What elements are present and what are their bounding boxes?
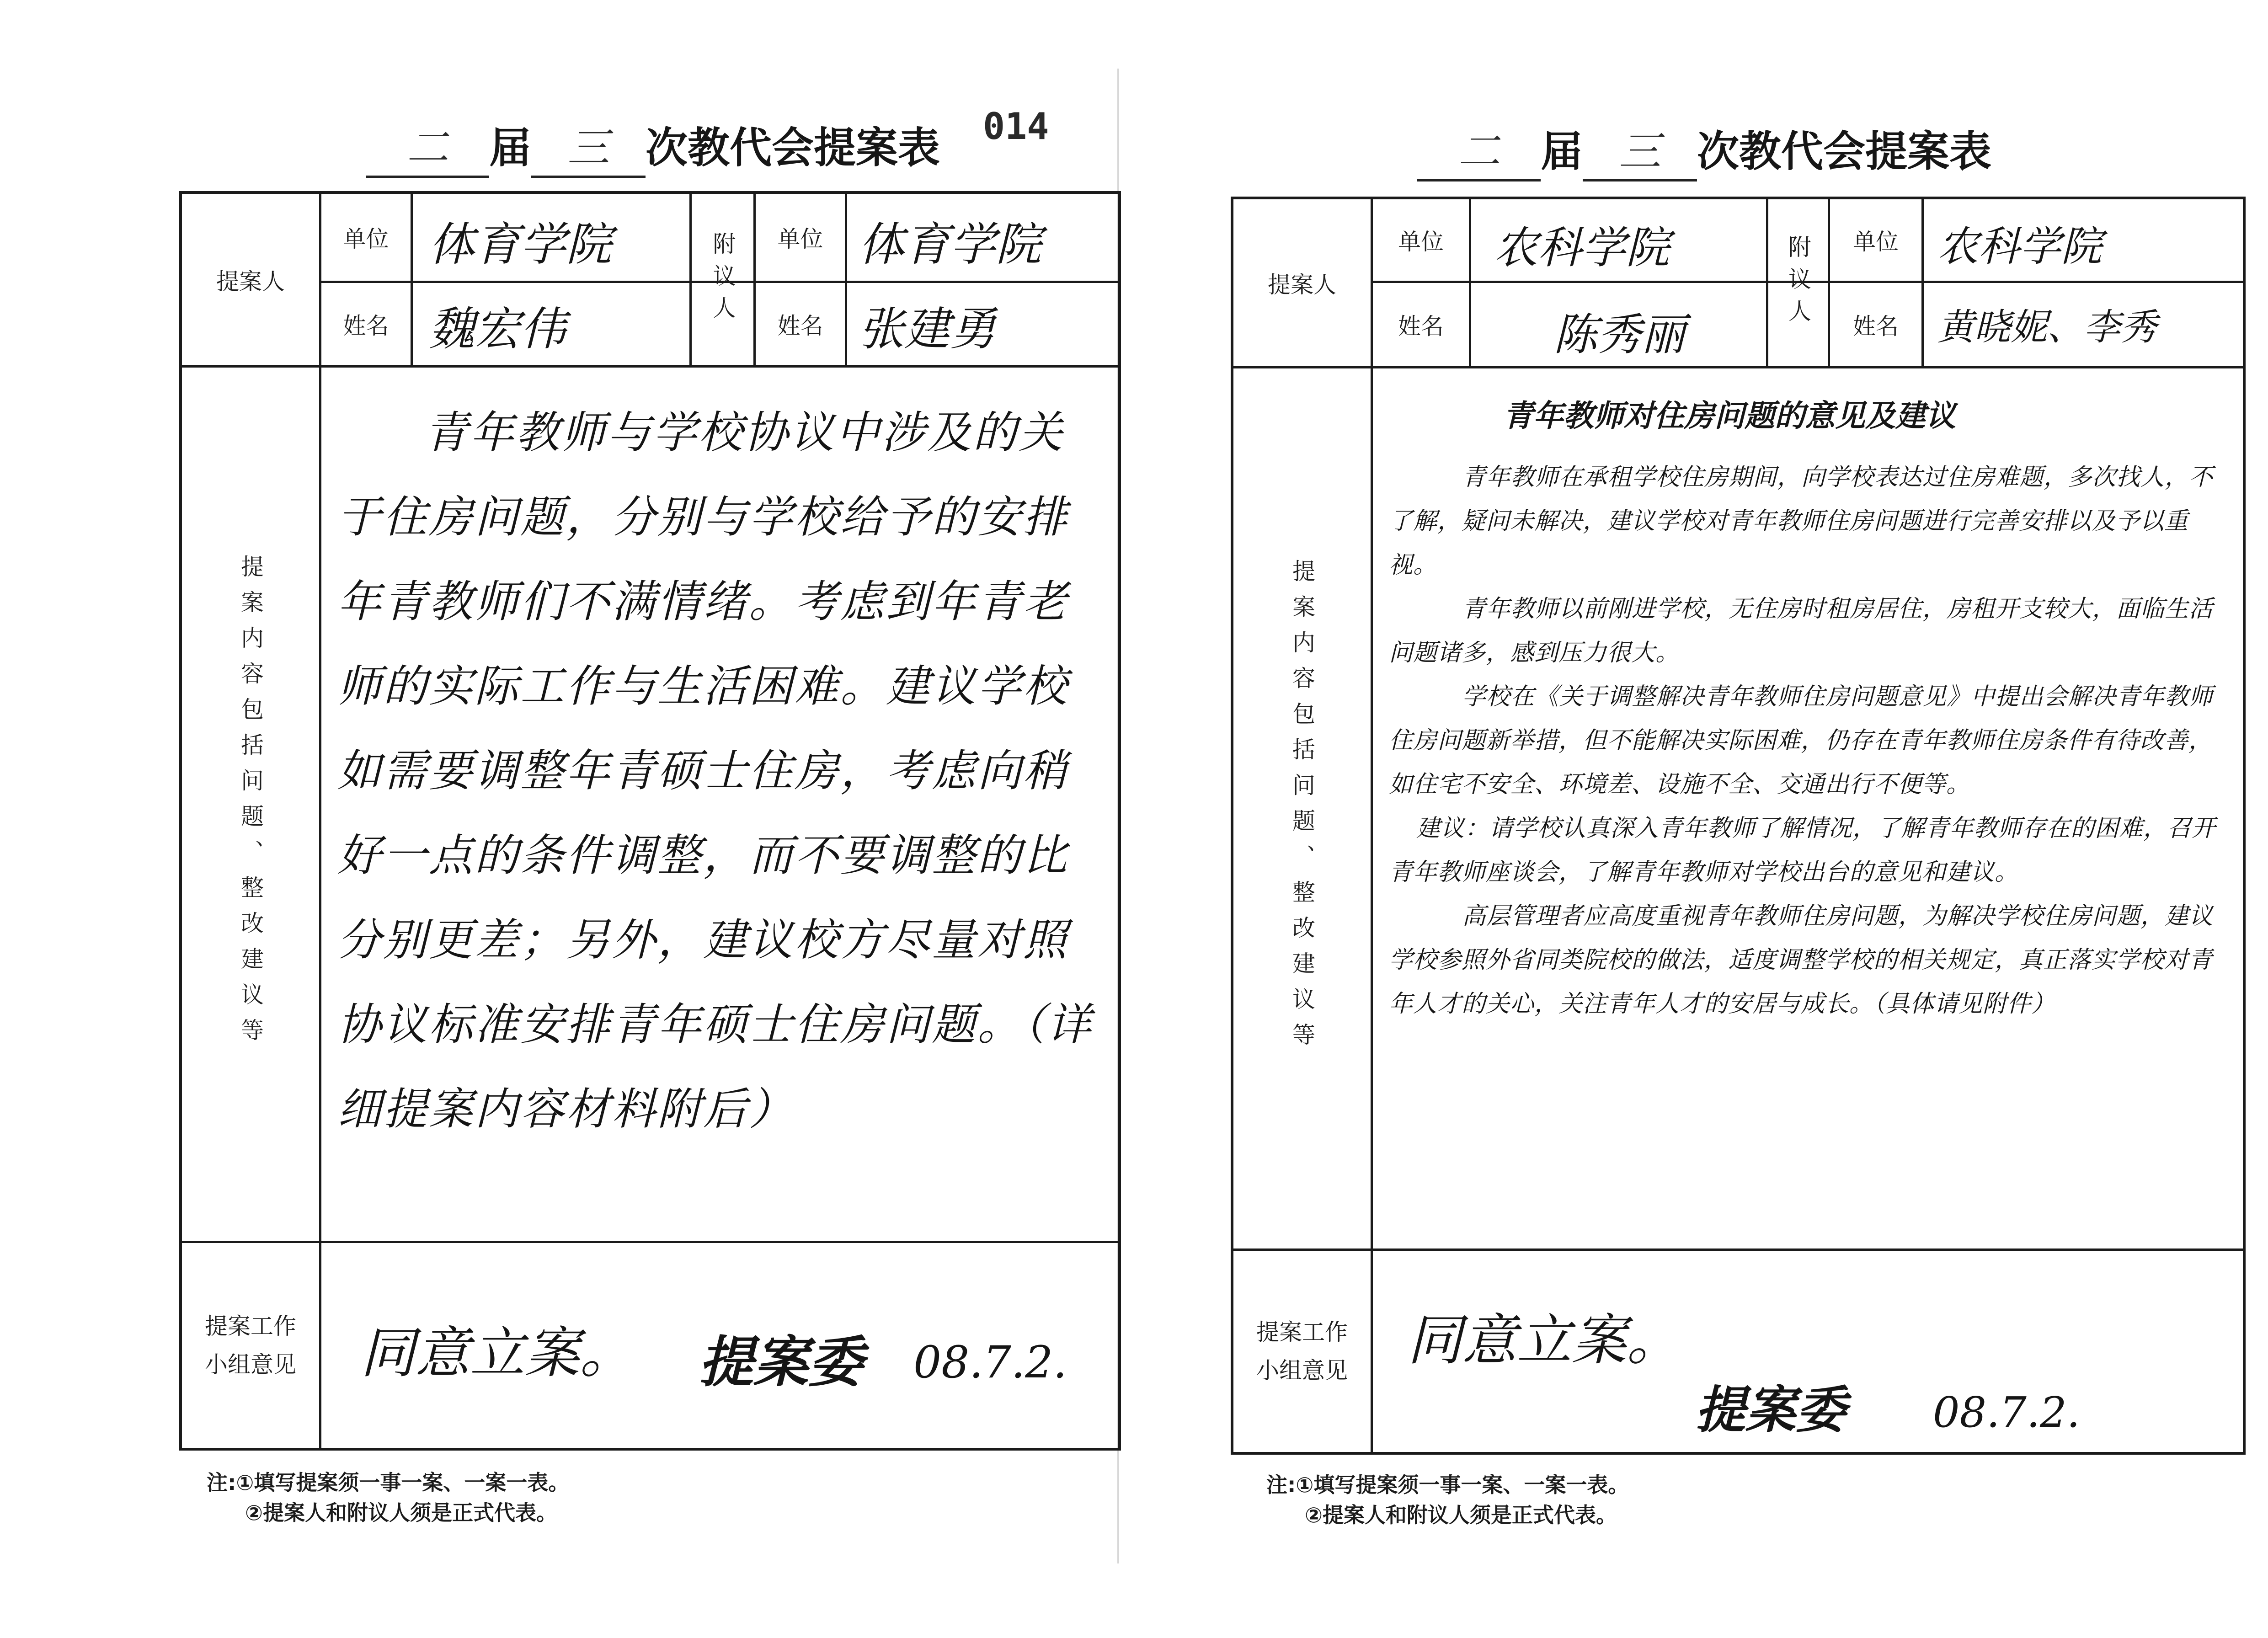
session-number: 二 <box>366 121 489 178</box>
co-signer-name-label: 姓名 <box>777 313 823 339</box>
proposer-unit-value: 体育学院 <box>429 218 612 271</box>
proposer-name-value: 陈秀丽 <box>1553 309 1685 360</box>
content-paragraph: 高层管理者应高度重视青年教师住房问题，为解决学校住房问题，建议学校参照外省同类院校的做法，适度调整学校的相关规定，真正落实学校对青年人才的关心，关注青年人才的安居与成长。（具体请见附件） <box>1389 902 2214 1018</box>
name-label: 姓名 <box>1398 313 1444 340</box>
col-divider <box>1921 199 1924 366</box>
proposer-unit-value: 农科学院 <box>1494 222 1670 273</box>
content-label: 提案内容包括问题、整改建议等 <box>1289 559 1315 1058</box>
content-paragraph: 青年教师以前刚进学校，无住房时租房居住，房租开支较大，面临生活问题诸多，感到压力很大。 <box>1389 595 2214 667</box>
col-divider <box>1371 199 1373 1452</box>
proposal-form-right <box>1129 0 2268 1638</box>
co-signer-name-value: 黄晓妮、李秀 <box>1937 306 2157 348</box>
col-divider <box>411 194 413 365</box>
form-title <box>366 114 940 178</box>
row-divider <box>182 1241 1118 1243</box>
proposal-form-left <box>0 0 1125 1638</box>
session-suffix: 届 <box>1541 127 1583 176</box>
proposer-label: 提案人 <box>216 268 285 295</box>
proposal-content <box>1389 455 2230 1026</box>
col-divider <box>1469 199 1471 366</box>
proposer-label: 提案人 <box>1268 271 1336 298</box>
session-suffix: 届 <box>489 123 532 172</box>
opinion-signature: 提案委 <box>699 1330 863 1394</box>
co-signer-unit-value: 体育学院 <box>859 218 1041 271</box>
opinion-text: 同意立案。 <box>1407 1309 1681 1372</box>
form-notes <box>1266 1470 1629 1530</box>
note-2: ②提案人和附议人须是正式代表。 <box>1305 1503 1617 1527</box>
content-paragraph: 学校在《关于调整解决青年教师住房问题意见》中提出会解决青年教师住房问题新举措，但不能解决实际困难，仍存在青年教师住房条件有待改善，如住宅不安全、环境差、设施不全、交通出行不便等。 <box>1389 683 2214 798</box>
co-signer-name-value: 张建勇 <box>859 302 996 356</box>
content-heading: 青年教师对住房问题的意见及建议 <box>1503 398 1956 433</box>
page-number: 014 <box>983 105 1049 148</box>
form-notes <box>207 1467 569 1528</box>
content-label: 提案内容包括问题、整改建议等 <box>237 555 264 1054</box>
group-opinion-label: 提案工作小组意见 <box>205 1313 296 1378</box>
note-2: ②提案人和附议人须是正式代表。 <box>245 1500 557 1525</box>
unit-label: 单位 <box>1398 229 1444 255</box>
meeting-suffix: 次教代会提案表 <box>1697 127 1992 176</box>
proposal-content: 青年教师与学校协议中涉及的关于住房问题，分别与学校给予的安排年青教师们不满情绪。考虑到年青老师的实际工作与生活困难。建议学校如需要调整年青硕士住房，考虑向稍好一点的条件调整，而不要调整的比分别更差；另外，建议校方尽量对照协议标准安排青年硕士住房问题。（详细提案内容材料附后） <box>337 407 1093 1135</box>
row-divider <box>1233 366 2243 368</box>
note-1: 注:①填写提案须一事一案、一案一表。 <box>207 1470 570 1495</box>
opinion-signature: 提案委 <box>1695 1380 1846 1439</box>
proposal-table <box>1231 197 2246 1455</box>
col-divider <box>319 194 321 1448</box>
meeting-suffix: 次教代会提案表 <box>646 123 940 172</box>
co-signer-label: 附议人 <box>1785 235 1811 331</box>
form-title <box>1417 118 1991 182</box>
opinion-date: 08.7.2. <box>1933 1388 2080 1437</box>
opinion-date: 08.7.2. <box>913 1337 1067 1388</box>
co-signer-unit-value: 农科学院 <box>1937 223 2102 271</box>
co-signer-unit-label: 单位 <box>1853 229 1899 255</box>
meeting-number: 三 <box>1583 124 1697 181</box>
note-1: 注:①填写提案须一事一案、一案一表。 <box>1266 1473 1629 1497</box>
proposer-name-value: 魏宏伟 <box>429 302 566 356</box>
group-opinion-label: 提案工作小组意见 <box>1256 1319 1348 1384</box>
co-signer-label: 附议人 <box>709 231 736 328</box>
co-signer-name-label: 姓名 <box>1853 313 1899 340</box>
session-number: 二 <box>1417 124 1541 181</box>
opinion-text: 同意立案。 <box>360 1322 635 1385</box>
row-divider <box>182 365 1118 368</box>
content-paragraph: 建议：请学校认真深入青年教师了解情况，了解青年教师存在的困难，召开青年教师座谈会，了解青年教师对学校出台的意见和建议。 <box>1389 815 2216 886</box>
unit-label: 单位 <box>343 226 389 252</box>
name-label: 姓名 <box>343 313 389 339</box>
content-paragraph: 青年教师在承租学校住房期间，向学校表达过住房难题，多次找人，不了解，疑问未解决，建议学校对青年教师住房问题进行完善安排以及予以重视。 <box>1389 464 2214 579</box>
col-divider <box>845 194 847 365</box>
co-signer-unit-label: 单位 <box>777 226 823 252</box>
row-divider <box>1233 1249 2243 1251</box>
proposal-table <box>179 191 1121 1451</box>
meeting-number: 三 <box>531 121 646 178</box>
